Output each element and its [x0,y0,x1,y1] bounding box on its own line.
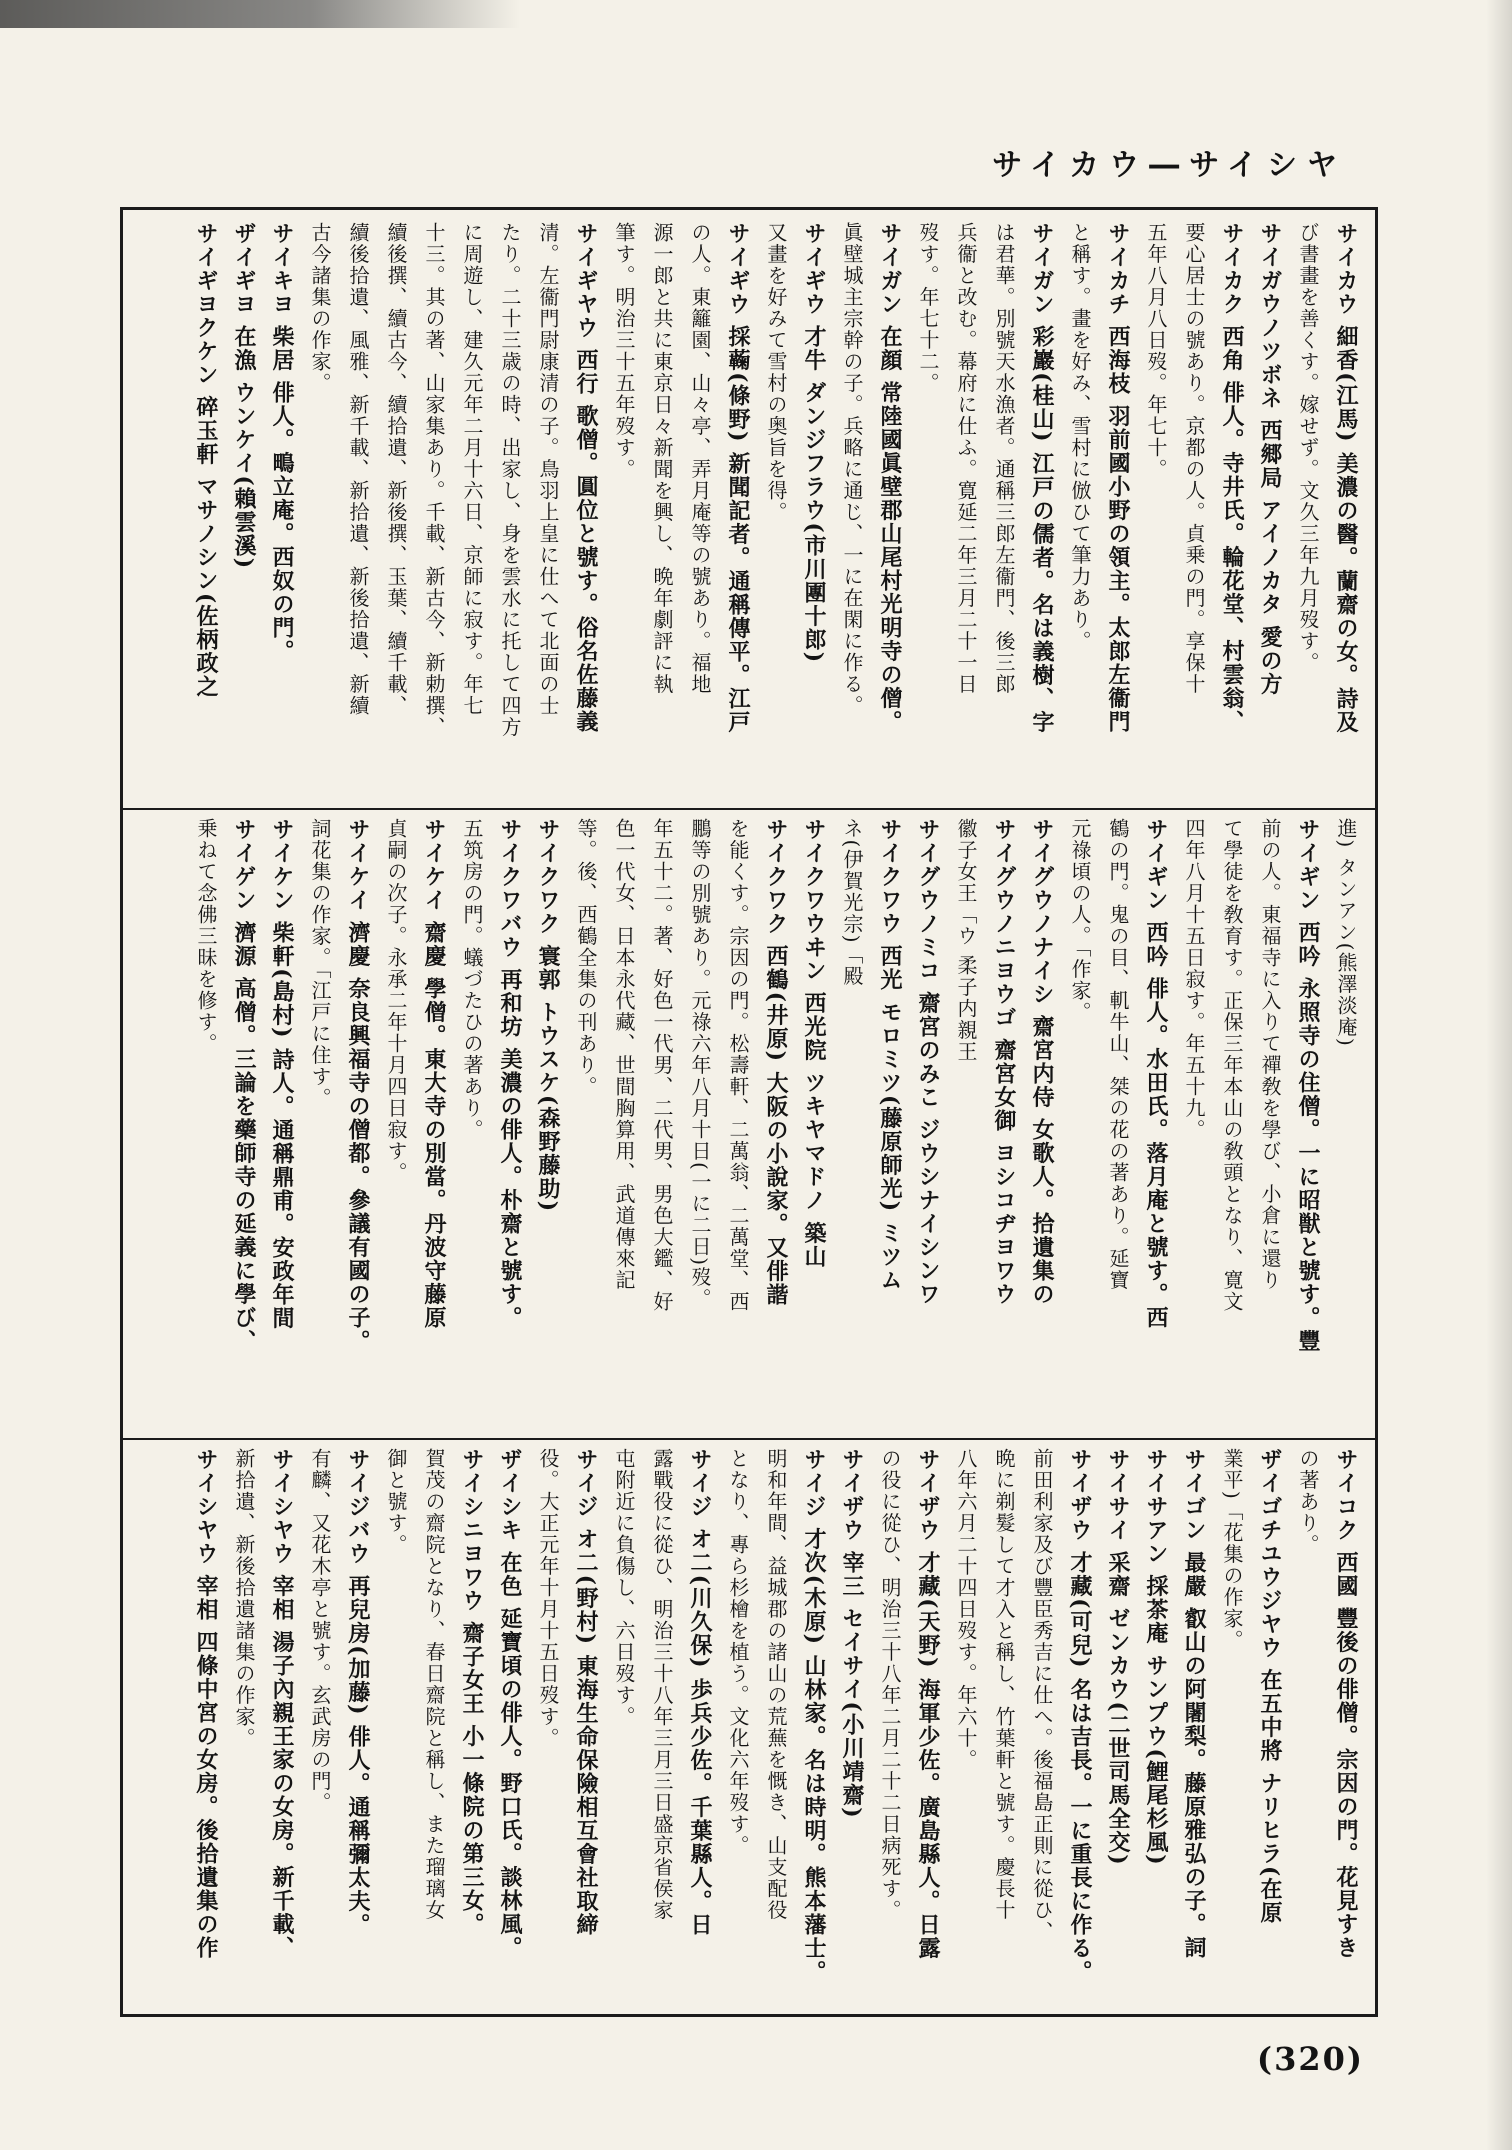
entry-heading-column: サイゲン 濟源 高僧。三論を藥師寺の延義に學び、 [231,818,257,1354]
entry-text-column: 年五十二。著、好色一代男、二代男、男色大鑑、好 [650,818,674,1313]
entry-heading-column: サイジ オ二(野村) 東海生命保險相互會社取締 [573,1448,599,1937]
entry-text-column: 役。大正元年十月十五日歿す。 [536,1448,560,1749]
entry-text-column: 續後撰、續古今、續拾遺、新後撰、玉葉、續千載、 [384,222,408,717]
entry-heading-column: サイケイ 齋慶 學僧。東大寺の別當。丹波守藤原 [421,818,447,1330]
entry-text-column: 筆す。明治三十五年歿す。 [612,222,636,480]
entry-heading-column: サイギン 西吟 永照寺の住僧。一に昭獣と號す。豐 [1295,818,1321,1354]
tier-divider-1 [123,808,1375,810]
entry-text-column: 等。後、西鶴全集の刊あり。 [574,818,598,1098]
entry-heading-column: サイサイ 采齋 ゼンカウ(二世司馬全交) [1105,1448,1131,1867]
entry-text-column: 眞壁城主宗幹の子。兵略に通じ、一に在閑に作る。 [840,222,864,717]
entry-heading-column: サイゴン 最嚴 叡山の阿闍梨。藤原雅弘の子。詞 [1181,1448,1207,1960]
entry-heading-column: サイシヤウ 宰相 四條中宮の女房。後拾遺集の作 [193,1448,219,1960]
entry-heading-column: サイジ 才次(木原) 山林家。名は時明。熊本藩士。 [801,1448,827,1984]
entry-text-column: 詞花集の作家。「江戸に住す。 [308,818,332,1109]
running-title: サイカウ―サイシヤ [992,148,1347,183]
entry-heading-column: サイザウ 才藏(天野) 海軍少佐。廣島縣人。日露 [915,1448,941,1961]
entry-text-column: となり、專ら杉檜を植う。文化六年歿す。 [726,1448,750,1857]
entry-heading-column: サイクワバウ 再和坊 美濃の俳人。朴齋と號す。 [497,818,523,1330]
entry-text-column: ネ(伊賀光宗)「殿 [840,818,864,988]
entry-text-column: 四年八月十五日寂す。年五十九。 [1182,818,1206,1141]
entry-text-column: の著あり。 [1296,1448,1320,1556]
entry-heading-column: サイガン 在顔 常陸國眞壁郡山尾村光明寺の僧。 [877,222,903,734]
entry-text-column: 賀茂の齋院となり、春日齋院と稱し、また瑠璃女 [422,1448,446,1921]
entry-heading-column: サイキヨ 柴居 俳人。鴫立庵。西奴の門。 [269,222,295,664]
entry-heading-column: サイシニヨワウ 齋子女王 小一條院の第三女。 [459,1448,485,1937]
entry-heading-column: サイギヤウ 西行 歌僧。圓位と號す。俗名佐藤義 [573,222,599,734]
entry-heading-column: サイザウ 才藏(可兒) 名は吉長。一に重長に作る。 [1067,1448,1093,1984]
entry-heading-column: サイカウ 細香(江馬) 美濃の醫。蘭齋の女。詩及 [1333,222,1359,735]
entry-heading-column: サイギヨクケン 碎玉軒 マサノシン(佐柄政之 [193,222,219,699]
entry-text-column: を能くす。宗因の門。松壽軒、二萬翁、二萬堂、西 [726,818,750,1313]
entry-text-column: 徽子女王「ウ 柔子内親王 [954,818,978,1063]
entry-heading-column: サイザウ 宰三 セイサイ(小川靖齋) [839,1448,865,1820]
entry-text-column: 清。左衞門尉康清の子。鳥羽上皇に仕へて北面の士 [536,222,560,717]
entry-heading-column: サイサアン 採茶庵 サンプウ(鯉尾杉風) [1143,1448,1169,1867]
entry-heading-column: サイギウ 採蘜(條野) 新聞記者。通稱傳平。江戸 [725,222,751,735]
entry-text-column: 十三。其の著、山家集あり。千載、新古今、新勅撰、 [422,222,446,738]
entry-heading-column: サイグウノナイシ 齋宮内侍 女歌人。拾遺集の [1029,818,1055,1307]
entry-heading-column: サイクワク 寰郭 トウスケ(森野藤助) [535,818,561,1213]
entry-heading-column: サイカク 西角 俳人。寺井氏。輪花堂、村雲翁、 [1219,222,1245,734]
entry-text-column: 源一郎と共に東京日々新聞を興し、晩年劇評に執 [650,222,674,695]
entry-text-column: 鵬等の別號あり。元祿六年八月十日(一に二日)歿。 [688,818,712,1310]
entry-heading-column: サイジ オ二(川久保) 歩兵少佐。千葉縣人。日 [687,1448,713,1937]
upper-tier [133,222,1365,802]
entry-text-column: 前の人。東福寺に入りて禪敎を學び、小倉に還り [1258,818,1282,1291]
entry-text-column: 業平)「花集の作家。 [1220,1448,1244,1651]
entry-text-column: 乗ねて念佛三昧を修す。 [194,818,218,1055]
entry-text-column: に周遊し、建久元年二月十六日、京師に寂す。年七 [460,222,484,717]
entry-text-column: たり。二十三歳の時、出家し、身を雲水に托して四方 [498,222,522,738]
entry-heading-column: ザイギヨ 在漁 ウンケイ(賴雲溪) [231,222,257,570]
entry-heading-column: サイクワク 西鶴(井原) 大阪の小說家。又俳諧 [763,818,789,1307]
entry-text-column: 古今諸集の作家。 [308,222,332,394]
page-number: (320) [1256,2040,1364,2078]
entry-text-column: 元祿頃の人。「作家。 [1068,818,1092,1023]
entry-heading-column: サイコク 西國 豐後の俳僧。宗因の門。花見すき [1333,1448,1359,1960]
entry-text-column: は君華。別號天水漁者。通稱三郎左衞門、後三郎 [992,222,1016,695]
entry-heading-column: サイジバウ 再兒房(加藤) 俳人。通稱彌太夫。 [345,1448,371,1937]
entry-text-column: の役に從ひ、明治三十八年二月二十二日病死す。 [878,1448,902,1921]
entry-text-column: 屯附近に負傷し、六日歿す。 [612,1448,636,1728]
entry-heading-column: サイシヤウ 宰相 湯子內親王家の女房。新千載、 [269,1448,295,1960]
entry-text-column: 露戰役に從ひ、明治三十八年三月三日盛京省侯家 [650,1448,674,1921]
entry-text-column: 御と號す。 [384,1448,408,1556]
entry-text-column: と稱す。畫を好み、雪村に倣ひて筆力あり。 [1068,222,1092,652]
entry-heading-column: サイギン 西吟 俳人。水田氏。落月庵と號す。西 [1143,818,1169,1330]
entry-heading-column: サイクワウ 西光 モロミツ(藤原師光) ミツム [877,818,903,1293]
entry-heading-column: サイギウ 才牛 ダンジフラウ(市川團十郎) [801,222,827,664]
entry-heading-column: サイカチ 西海枝 羽前國小野の領主。太郎左衞門 [1105,222,1131,734]
entry-text-column: 明和年間、益城郡の諸山の荒蕪を慨き、山支配役 [764,1448,788,1921]
entry-text-column: 貞嗣の次子。永承二年十月四日寂す。 [384,818,408,1184]
entry-heading-column: ザイゴチユウジヤウ 在五中將 ナリヒラ(在原 [1257,1448,1283,1925]
entry-text-column: 八年六月二十四日歿す。年六十。 [954,1448,978,1771]
page-gutter-shadow [1486,0,1512,2150]
entry-text-column: 要心居士の號あり。京都の人。貞乗の門。享保十 [1182,222,1206,695]
entry-heading-column: サイガウノツボネ 西郷局 アイノカタ 愛の方 [1257,222,1283,696]
entry-text-column: 晩に剃髮して才入と稱し、竹葉軒と號す。慶長十 [992,1448,1016,1921]
entry-text-column: 兵衞と改む。幕府に仕ふ。寛延二年三月二十一日 [954,222,978,695]
entry-text-column: 歿す。年七十二。 [916,222,940,394]
entry-text-column: 五筑房の門。蟻づたひの著あり。 [460,818,484,1141]
entry-text-column: 色一代女、日本永代藏、世間胸算用、武道傳來記 [612,818,636,1291]
entry-heading-column: サイクワウヰン 西光院 ツキヤマドノ 築山 [801,818,827,1269]
entry-text-column: び書畫を善くす。嫁せず。文久三年九月歿す。 [1296,222,1320,674]
entry-heading-column: ザイシキ 在色 延寶頃の俳人。野口氏。談林風。 [497,1448,523,1960]
scan-edge-mark [0,0,520,28]
lower-tier [133,1448,1365,2010]
entry-text-column: 鶴の門。鬼の目、䡄牛山、桀の花の著あり。延寶 [1106,818,1130,1291]
entry-heading-column: サイケイ 濟慶 奈良興福寺の僧都。參議有國の子。 [345,818,371,1354]
entry-text-column: 新拾遺、新後拾遺諸集の作家。 [232,1448,256,1749]
entry-text-column: の人。東籬園、山々亭、弄月庵等の號あり。福地 [688,222,712,695]
entry-text-column: 有麟、又花木亭と號す。玄武房の門。 [308,1448,332,1814]
entry-heading-column: サイケン 柴軒(島村) 詩人。通稱鼎甫。安政年間 [269,818,295,1331]
entry-text-column: て學徒を敎育す。正保三年本山の敎頭となり、寛文 [1220,818,1244,1313]
entry-heading-column: サイグウノニヨウゴ 齋宮女御 ヨシコヂヨワウ [991,818,1017,1307]
entry-text-column: 又畫を好みて雪村の奥旨を得。 [764,222,788,523]
entry-text-column: 前田利家及び豐臣秀吉に仕へ。後福島正則に從ひ、 [1030,1448,1054,1943]
middle-tier [133,818,1365,1430]
dictionary-frame [120,207,1378,2017]
entry-heading-column: サイガン 彩巖(桂山) 江戸の儒者。名は義樹、字 [1029,222,1055,735]
entry-text-column: 進) タンアン(熊澤淡庵) [1334,818,1358,1048]
entry-heading-column: サイグウノミコ 齋宮のみこ ジウシナイシンワ [915,818,941,1307]
tier-divider-2 [123,1438,1375,1440]
entry-text-column: 五年八月八日歿。年七十。 [1144,222,1168,480]
entry-text-column: 續後拾遺、風雅、新千載、新拾遺、新後拾遺、新續 [346,222,370,717]
